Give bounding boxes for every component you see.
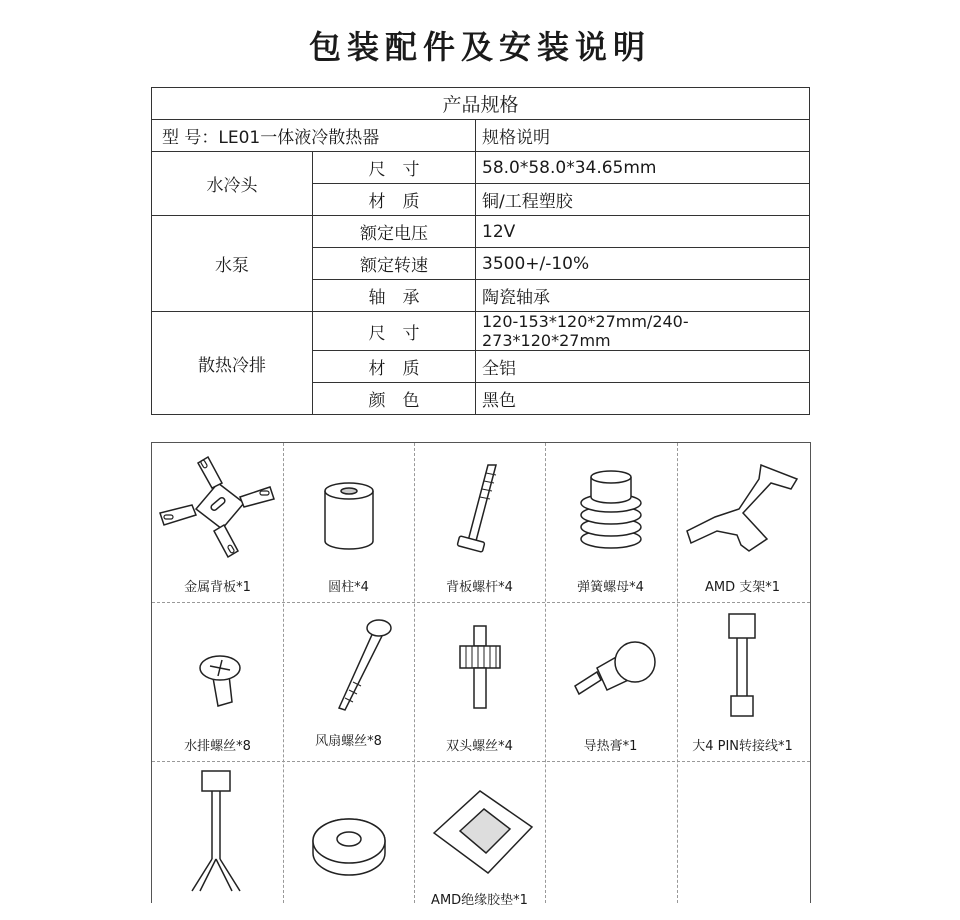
prop-label: 尺 寸: [313, 312, 476, 351]
prop-label: 颜 色: [313, 383, 476, 415]
part-cell: [283, 761, 414, 920]
table-row: [152, 152, 810, 184]
part-cell: [283, 602, 414, 761]
prop-value: 铜/工程塑胶: [476, 184, 810, 216]
part-label: 双头螺丝*4: [446, 739, 513, 754]
group-radiator: 散热冷排: [152, 312, 313, 415]
spec-heading-row: [152, 88, 810, 120]
prop-value: 3500+/-10%: [476, 248, 810, 280]
prop-value: 12V: [476, 216, 810, 248]
prop-label: 额定转速: [313, 248, 476, 280]
4pin-adapter-cable-icon: [677, 602, 808, 732]
table-row: [152, 312, 810, 351]
cylinder-icon: [283, 443, 414, 573]
part-label: 金属背板*1: [184, 580, 251, 595]
backplate-screw-icon: [414, 443, 545, 573]
thumb-nut-icon: [283, 761, 414, 906]
part-label: 风扇螺丝*8: [315, 734, 382, 749]
amd-insulation-pad-icon: [414, 761, 545, 906]
part-label: AMD绝缘胶垫*1: [431, 893, 528, 908]
part-cell: [677, 602, 808, 761]
part-label: 大4 PIN转接线*1: [692, 739, 793, 754]
part-cell: [677, 443, 808, 602]
part-label: 导热膏*1: [583, 739, 638, 754]
prop-label: 额定电压: [313, 216, 476, 248]
spring-nut-icon: [545, 443, 676, 573]
part-label: 弹簧螺母*4: [577, 580, 644, 595]
spec-table: [151, 87, 810, 415]
group-pump: 水泵: [152, 216, 313, 312]
double-head-screw-icon: [414, 602, 545, 732]
prop-value: 58.0*58.0*34.65mm: [476, 152, 810, 184]
model-label: 型 号：LE01一体液冷散热器: [152, 120, 476, 152]
prop-label: 轴 承: [313, 280, 476, 312]
prop-value: 黑色: [476, 383, 810, 415]
prop-value: 陶瓷轴承: [476, 280, 810, 312]
part-cell: [152, 602, 283, 761]
amd-bracket-icon: [677, 443, 808, 573]
thermal-paste-icon: [545, 602, 676, 732]
part-cell: [152, 761, 283, 920]
desc-label: 规格说明: [476, 120, 810, 152]
prop-label: 材 质: [313, 351, 476, 383]
part-cell: [545, 602, 676, 761]
part-label: AMD 支架*1: [704, 580, 781, 595]
part-cell: [414, 761, 545, 920]
page-title: 包装配件及安装说明: [308, 28, 651, 66]
part-label: 水排螺丝*8: [184, 739, 251, 754]
part-cell: [283, 443, 414, 602]
part-label: 圆柱*4: [328, 580, 369, 595]
spec-heading: 产品规格: [152, 88, 810, 120]
spec-model-row: [152, 120, 810, 152]
parts-grid: [151, 442, 811, 908]
prop-value: 120-153*120*27mm/240-273*120*27mm: [476, 312, 810, 351]
group-water-block: 水冷头: [152, 152, 313, 216]
radiator-screw-icon: [152, 602, 283, 732]
prop-label: 尺 寸: [313, 152, 476, 184]
part-cell: [152, 443, 283, 602]
part-cell: [545, 443, 676, 602]
prop-value: 全铝: [476, 351, 810, 383]
part-label: 背板螺杆*4: [446, 580, 513, 595]
table-row: [152, 216, 810, 248]
part-cell: [414, 602, 545, 761]
part-cell: [414, 443, 545, 602]
prop-label: 材 质: [313, 184, 476, 216]
metal-backplate-icon: [152, 443, 283, 573]
y-splitter-cable-icon: [152, 761, 283, 906]
fan-screw-icon: [283, 602, 414, 732]
